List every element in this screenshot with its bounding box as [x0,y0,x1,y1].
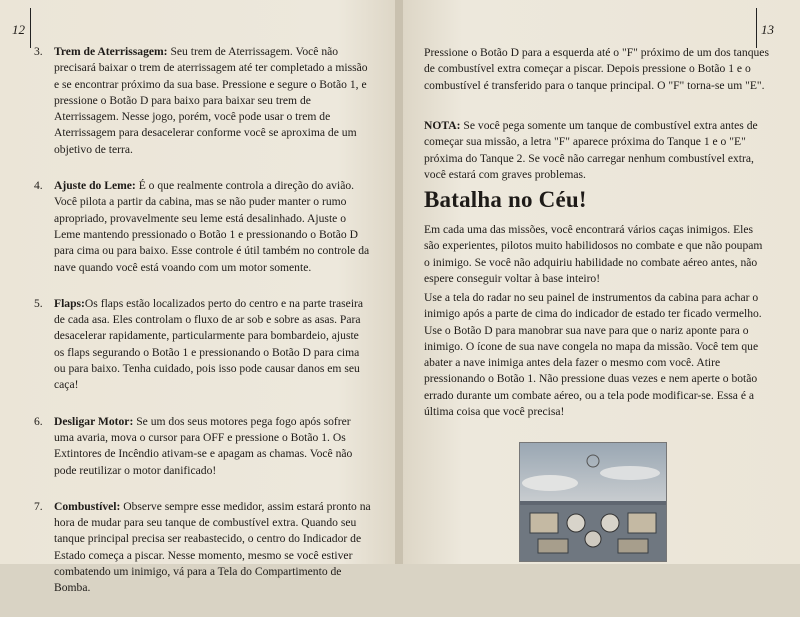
list-item-flaps [34,296,372,394]
item-number: 4. [34,179,43,193]
list-item-fuel [34,499,372,597]
section-heading: Batalha no Céu! [424,187,587,212]
item-text: É o que realmente controla a direção do avião. Você pilota a partir da cabina, mas se não puder manter o rumo apropriado, provavelmente seu leme está desalinhado. Ajuste o Leme mantendo pressionado o Botão 1 e pressionando o Botão D para cima ou para baixo. Esse controle é útil também no controle da nave quando você está voando com um motor somente. [54,179,370,274]
gauge-panel [628,513,656,533]
item-term: Combustível: [54,499,121,513]
item-term: Ajuste do Leme: [54,179,136,193]
item-term: Trem de Aterrissagem: [54,45,168,58]
item-term: Desligar Motor: [54,414,134,428]
page-number-left: 12 [12,22,25,37]
cloud [522,475,578,491]
gauge-panel [530,513,558,533]
note-label: NOTA: [424,119,461,132]
radar-paragraph: Use a tela do radar no seu painel de instrumentos da cabina para achar o inimigo após a parte de cima do indicador de estado ter ficado vermelho. Use o Botão D para manobrar sua nave para que o nariz aponte para o inimigo. O ícone de sua nave congela no mapa da missão. Você tem que abater a nave inimiga antes dela fazer o mesmo com você. Atire pressionando o Botão 1. Não pressione duas vezes e nem aperte o botão errado durante um combate aéreo, ou a tela pode modificar-se. Essa é a última coisa que você precisa! [424,291,762,419]
intro-paragraph: Em cada uma das missões, você encontrará vários caças inimigos. Eles são experientes, pilotos muito habilidosos no combate e que não poupam o inimigo. Se você não adquiriu habilidade no combate aéreo antes, não espere conseguir voltar à base inteiro! [424,223,763,285]
cockpit-image [520,443,666,561]
item-term: Flaps: [54,296,85,310]
left-page [0,0,397,595]
page-number-right: 13 [761,22,774,37]
note-paragraph [424,118,769,183]
item-text: Os flaps estão localizados perto do centro e na parte traseira de cada asa. Eles controlam o fluxo de ar sob e sobre as asas. Para desacelerar rapidamente, particularmente para bombardeio, ajuste os flaps segurando o Botão 1 e pressionando o Botão D para cima ou para baixo. Tenha cuidado, pois isso pode causar danos em seu caça! [54,296,364,392]
gauge-dial [601,514,619,532]
switch-bank [538,539,568,553]
item-text: Observe sempre esse medidor, assim estará pronto na hora de mudar para seu tanque de combustível extra. Quando seu tanque principal precisa ser reabastecido, o centro do Indicador de Estado começa a piscar. Nesse momento, mesmo se você estiver combatendo um inimigo, vá para a Tela do Compartimento de Bomba. [54,499,371,595]
list-item-landing-gear [34,44,372,158]
item-number: 3. [34,45,43,58]
cockpit-screenshot [519,442,667,562]
continuation-paragraph: Pressione o Botão D para a esquerda até o "F" próximo de um dos tanques de combustível extra começar a piscar. Depois pressione o Botão 1 e o combustível é transferido para o tanque principal. O "F" torna-se um "E". [424,46,769,92]
item-number: 5. [34,296,43,310]
switch-bank [618,539,648,553]
list-item-engine-shutdown [34,414,372,479]
note-text: Se você pega somente um tanque de combustível extra antes de começar sua missão, a letra "F" aparece próxima do Tanque 1 e o "E" próxima do Tanque 2. Se você não carregar nenhum combustível extra, você estará com graves problemas. [424,119,758,181]
item-number: 6. [34,414,43,428]
gauge-dial [585,531,601,547]
control-list [34,44,372,617]
page-corner-rule [756,8,757,48]
gauge-dial [567,514,585,532]
item-text: Se um dos seus motores pega fogo após sofrer uma avaria, mova o cursor para OFF e pressione o Botão 1. Os Extintores de Incêndio ativam-se e apagam as chamas. Você não pode reutilizar o motor danificado! [54,414,353,477]
cloud [600,466,660,480]
item-number: 7. [34,499,43,513]
list-item-rudder-trim [34,178,372,276]
item-text: Seu trem de Aterrissagem. Você não precisará baixar o trem de aterrissagem até ter completado a missão e se encontrar próximo da sua base. Pressione e segure o Botão 1, e pressione o Botão D para baixo para baixar seu trem de Aterrissagem. Nesse jogo, porém, você pode usar o trem de Aterrissagem para desacelerar conforme você se aproxima de um objetivo de terra. [54,45,368,156]
page-corner-rule [30,8,31,48]
right-page [403,0,800,564]
